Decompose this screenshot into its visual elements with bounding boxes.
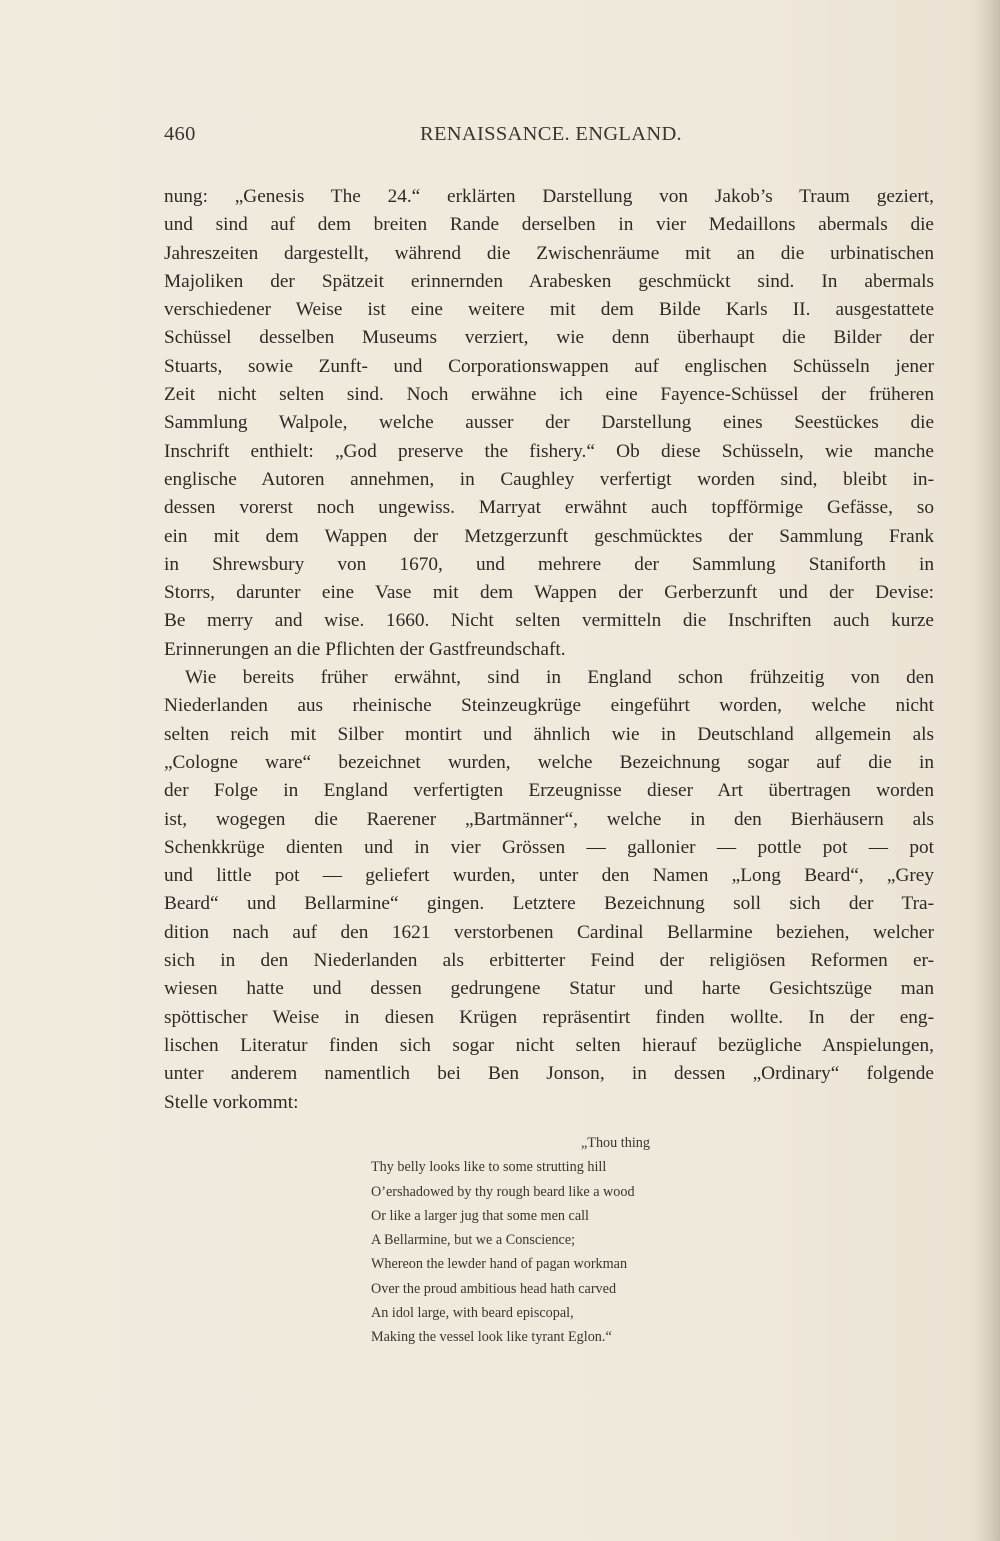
text-line: Inschrift enthielt: „God preserve the fishery.“ Ob diese Schüsseln, wie manche: [164, 440, 934, 462]
quote-line: Or like a larger jug that some men call: [371, 1207, 589, 1224]
text-line: unter anderem namentlich bei Ben Jonson, in dessen „Ordinary“ folgende: [164, 1063, 934, 1085]
text-line: „Cologne ware“ bezeichnet wurden, welche Bezeichnung sogar auf die in: [164, 751, 934, 773]
text-line: ein mit dem Wappen der Metzgerzunft geschmücktes der Sammlung Frank: [164, 525, 934, 547]
paragraph-1: [164, 183, 934, 664]
text-line: Majoliken der Spätzeit erinnernden Arabesken geschmückt sind. In abermals: [164, 270, 934, 292]
text-line: spöttischer Weise in diesen Krügen repräsentirt finden wollte. In der eng-: [164, 1006, 934, 1028]
text-line: Erinnerungen an die Pflichten der Gastfreundschaft.: [164, 638, 566, 660]
text-line: Zeit nicht selten sind. Noch erwähne ich eine Fayence-Schüssel der früheren: [164, 384, 934, 406]
quote-line: An idol large, with beard episcopal,: [371, 1305, 574, 1322]
text-line: und sind auf dem breiten Rande derselben in vier Medaillons abermals die: [164, 214, 934, 236]
text-line: englische Autoren annehmen, in Caughley verfertigt worden sind, bleibt in-: [164, 468, 934, 490]
verse-quotation: [371, 1131, 771, 1350]
text-line: lischen Literatur finden sich sogar nicht selten hierauf bezügliche Anspielungen,: [164, 1034, 934, 1056]
text-line: selten reich mit Silber montirt und ähnlich wie in Deutschland allgemein als: [164, 723, 934, 745]
text-line: Niederlanden aus rheinische Steinzeugkrüge eingeführt worden, welche nicht: [164, 695, 934, 717]
page-number: 460: [164, 123, 196, 145]
text-line: Be merry and wise. 1660. Nicht selten vermitteln die Inschriften auch kurze: [164, 610, 934, 632]
text-line: Schüssel desselben Museums verziert, wie denn überhaupt die Bilder der: [164, 327, 934, 349]
text-line: und little pot — geliefert wurden, unter den Namen „Long Beard“, „Grey: [164, 865, 934, 887]
quote-line: A Bellarmine, but we a Conscience;: [371, 1232, 576, 1249]
text-line: wiesen hatte und dessen gedrungene Statur und harte Gesichtszüge man: [164, 978, 934, 1000]
text-line: nung: „Genesis The 24.“ erklärten Darstellung von Jakob’s Traum geziert,: [164, 186, 934, 207]
text-line: in Shrewsbury von 1670, und mehrere der Sammlung Staniforth in: [164, 553, 934, 575]
text-line: der Folge in England verfertigten Erzeugnisse dieser Art übertragen worden: [164, 780, 934, 802]
quote-line: Thy belly looks like to some strutting hill: [371, 1159, 607, 1176]
quote-line: Making the vessel look like tyrant Eglon.“: [371, 1329, 612, 1346]
text-line: Jahreszeiten dargestellt, während die Zwischenräume mit an die urbinatischen: [164, 242, 934, 264]
quote-line: Over the proud ambitious head hath carved: [371, 1280, 617, 1297]
text-line: sich in den Niederlanden als erbitterter Feind der religiösen Reformen er-: [164, 950, 934, 972]
text-line: Beard“ und Bellarmine“ gingen. Letztere Bezeichnung soll sich der Tra-: [164, 893, 934, 915]
text-line: dition nach auf den 1621 verstorbenen Cardinal Bellarmine beziehen, welcher: [164, 921, 934, 943]
text-line: Storrs, darunter eine Vase mit dem Wappen der Gerberzunft und der Devise:: [164, 582, 934, 604]
quote-line: „Thou thing: [581, 1135, 650, 1151]
quote-line: Whereon the lewder hand of pagan workman: [371, 1256, 628, 1273]
text-line: Schenkkrüge dienten und in vier Grössen — gallonier — pottle pot — pot: [164, 836, 934, 858]
text-line: ist, wogegen die Raerener „Bartmänner“, welche in den Bierhäusern als: [164, 808, 934, 830]
text-line: Sammlung Walpole, welche ausser der Darstellung eines Seestückes die: [164, 412, 934, 434]
page-header: [164, 123, 934, 153]
body-text: [164, 183, 934, 1117]
paragraph-2: [164, 664, 934, 1117]
text-line: Stelle vorkommt:: [164, 1091, 299, 1113]
text-line: verschiedener Weise ist eine weitere mit dem Bilde Karls II. ausgestattete: [164, 299, 934, 321]
text-line: Stuarts, sowie Zunft- und Corporationswappen auf englischen Schüsseln jener: [164, 355, 934, 377]
text-line: Wie bereits früher erwähnt, sind in England schon frühzeitig von den: [185, 667, 934, 689]
page-edge-shadow: [974, 0, 1000, 1541]
running-head: RENAISSANCE. ENGLAND.: [420, 123, 682, 145]
quote-line: O’ershadowed by thy rough beard like a wood: [371, 1183, 635, 1200]
text-line: dessen vorerst noch ungewiss. Marryat erwähnt auch topfförmige Gefässe, so: [164, 497, 934, 519]
